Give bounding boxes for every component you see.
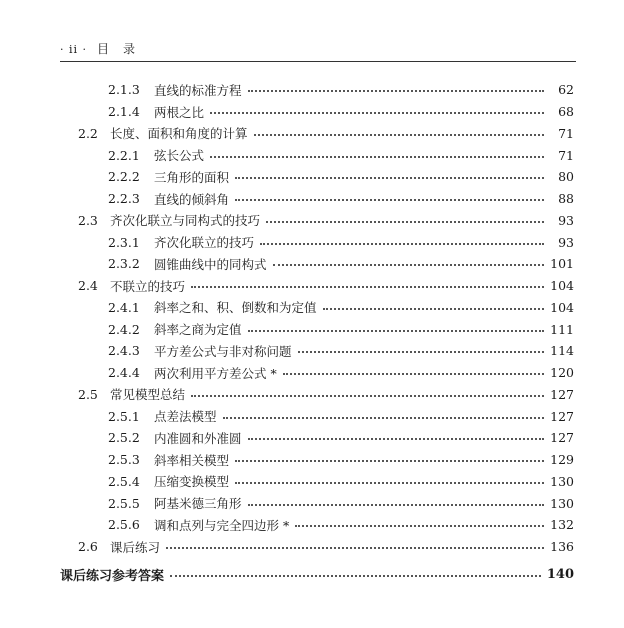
toc-entry-number: 2.5.1	[108, 408, 140, 424]
toc-section-entry[interactable]	[0, 275, 624, 297]
dot-leader	[323, 307, 544, 310]
toc-subsection-entry[interactable]	[0, 297, 624, 319]
dot-leader	[235, 176, 544, 179]
toc-entry-number: 2.5	[78, 386, 98, 402]
toc-subsection-entry[interactable]	[0, 188, 624, 210]
toc-entry-number: 2.5.4	[108, 473, 140, 489]
toc-section-entry[interactable]	[0, 384, 624, 406]
dot-leader	[210, 155, 544, 158]
toc-entry-page: 80	[558, 169, 574, 185]
header-title: 目 录	[97, 42, 137, 56]
toc-entry-title: 直线的倾斜角	[154, 191, 230, 207]
toc-entry-number: 2.3.2	[108, 256, 140, 272]
header-rule	[60, 61, 576, 62]
toc-entry-page: 104	[550, 299, 574, 315]
toc-entry-title: 齐次化联立与同构式的技巧	[110, 213, 261, 229]
toc-entry-page: 71	[558, 125, 574, 141]
toc-entry-page: 101	[550, 256, 574, 272]
dot-leader	[248, 437, 544, 440]
dot-leader	[266, 220, 544, 223]
dot-leader	[191, 285, 544, 288]
toc-entry-page: 140	[546, 566, 574, 582]
toc-section-entry[interactable]	[0, 536, 624, 558]
toc-subsection-entry[interactable]	[0, 514, 624, 536]
running-header	[60, 40, 136, 57]
toc-subsection-entry[interactable]	[0, 449, 624, 471]
toc-chapter-entry[interactable]	[0, 564, 624, 586]
toc-subsection-entry[interactable]	[0, 492, 624, 514]
toc-entry-title: 直线的标准方程	[154, 82, 242, 98]
dot-leader	[248, 329, 544, 332]
toc-entry-number: 2.6	[78, 539, 98, 555]
toc-entry-page: 114	[550, 343, 574, 359]
toc-entry-number: 2.4	[78, 278, 98, 294]
toc-subsection-entry[interactable]	[0, 362, 624, 384]
table-of-contents	[0, 79, 624, 585]
dot-leader	[295, 524, 544, 527]
toc-entry-number: 2.5.2	[108, 430, 140, 446]
dot-leader	[223, 416, 544, 419]
toc-entry-number: 2.2.2	[108, 169, 140, 185]
toc-section-entry[interactable]	[0, 210, 624, 232]
dot-leader	[235, 198, 544, 201]
toc-entry-page: 127	[550, 386, 574, 402]
toc-subsection-entry[interactable]	[0, 79, 624, 101]
toc-entry-title: 内准圆和外准圆	[154, 430, 242, 446]
toc-entry-page: 120	[550, 365, 574, 381]
toc-entry-number: 2.2.1	[108, 147, 140, 163]
toc-entry-number: 2.4.2	[108, 321, 140, 337]
toc-entry-page: 130	[550, 473, 574, 489]
toc-entry-title: 阿基米德三角形	[154, 496, 242, 512]
toc-entry-page: 136	[550, 539, 574, 555]
toc-entry-title: 两次利用平方差公式 *	[154, 365, 277, 381]
toc-entry-title: 圆锥曲线中的同构式	[154, 256, 267, 272]
toc-entry-page: 93	[558, 234, 574, 250]
toc-entry-title: 常见模型总结	[110, 387, 186, 403]
toc-entry-title: 斜率之商为定值	[154, 322, 242, 338]
toc-entry-title: 课后练习参考答案	[60, 568, 165, 584]
toc-entry-number: 2.3.1	[108, 234, 140, 250]
toc-entry-number: 2.1.3	[108, 82, 140, 98]
toc-entry-title: 弦长公式	[154, 148, 205, 164]
toc-subsection-entry[interactable]	[0, 101, 624, 123]
toc-entry-page: 130	[550, 495, 574, 511]
toc-subsection-entry[interactable]	[0, 144, 624, 166]
toc-entry-title: 三角形的面积	[154, 169, 230, 185]
dot-leader	[235, 481, 544, 484]
toc-entry-title: 两根之比	[154, 104, 205, 120]
page-number-label: · ii ·	[60, 43, 88, 56]
dot-leader	[210, 111, 544, 114]
dot-leader	[191, 394, 544, 397]
toc-entry-number: 2.1.4	[108, 104, 140, 120]
toc-entry-page: 62	[558, 82, 574, 98]
dot-leader	[248, 89, 544, 92]
toc-entry-page: 132	[550, 517, 574, 533]
toc-entry-number: 2.4.4	[108, 365, 140, 381]
toc-subsection-entry[interactable]	[0, 231, 624, 253]
toc-entry-title: 不联立的技巧	[110, 278, 186, 294]
dot-leader	[254, 133, 544, 136]
toc-entry-page: 127	[550, 408, 574, 424]
dot-leader	[235, 459, 544, 462]
toc-entry-title: 斜率相关模型	[154, 452, 230, 468]
toc-entry-page: 68	[558, 104, 574, 120]
toc-subsection-entry[interactable]	[0, 318, 624, 340]
dot-leader	[248, 503, 544, 506]
toc-entry-number: 2.4.1	[108, 299, 140, 315]
toc-entry-title: 压缩变换模型	[154, 474, 230, 490]
dot-leader	[273, 263, 544, 266]
toc-entry-number: 2.5.5	[108, 495, 140, 511]
dot-leader	[283, 372, 544, 375]
toc-subsection-entry[interactable]	[0, 340, 624, 362]
toc-subsection-entry[interactable]	[0, 253, 624, 275]
toc-entry-page: 93	[558, 212, 574, 228]
toc-entry-title: 斜率之和、积、倒数和为定值	[154, 300, 317, 316]
toc-subsection-entry[interactable]	[0, 471, 624, 493]
toc-entry-title: 齐次化联立的技巧	[154, 235, 255, 251]
toc-entry-number: 2.4.3	[108, 343, 140, 359]
dot-leader	[166, 546, 544, 549]
toc-section-entry[interactable]	[0, 123, 624, 145]
toc-entry-title: 点差法模型	[154, 409, 217, 425]
toc-subsection-entry[interactable]	[0, 427, 624, 449]
toc-entry-number: 2.2.3	[108, 191, 140, 207]
dot-leader	[260, 242, 544, 245]
toc-entry-page: 88	[558, 191, 574, 207]
toc-entry-page: 104	[550, 278, 574, 294]
toc-subsection-entry[interactable]	[0, 405, 624, 427]
toc-entry-page: 71	[558, 147, 574, 163]
toc-entry-page: 111	[550, 321, 574, 337]
toc-entry-page: 127	[550, 430, 574, 446]
toc-entry-title: 长度、面积和角度的计算	[110, 126, 248, 142]
toc-entry-number: 2.5.6	[108, 517, 140, 533]
dot-leader	[170, 574, 541, 577]
toc-subsection-entry[interactable]	[0, 166, 624, 188]
toc-entry-title: 调和点列与完全四边形 *	[154, 517, 290, 533]
toc-entry-page: 129	[550, 452, 574, 468]
toc-entry-title: 平方差公式与非对称问题	[154, 343, 292, 359]
dot-leader	[298, 350, 544, 353]
toc-entry-number: 2.2	[78, 125, 98, 141]
toc-entry-number: 2.3	[78, 212, 98, 228]
toc-entry-title: 课后练习	[110, 539, 161, 555]
toc-entry-number: 2.5.3	[108, 452, 140, 468]
